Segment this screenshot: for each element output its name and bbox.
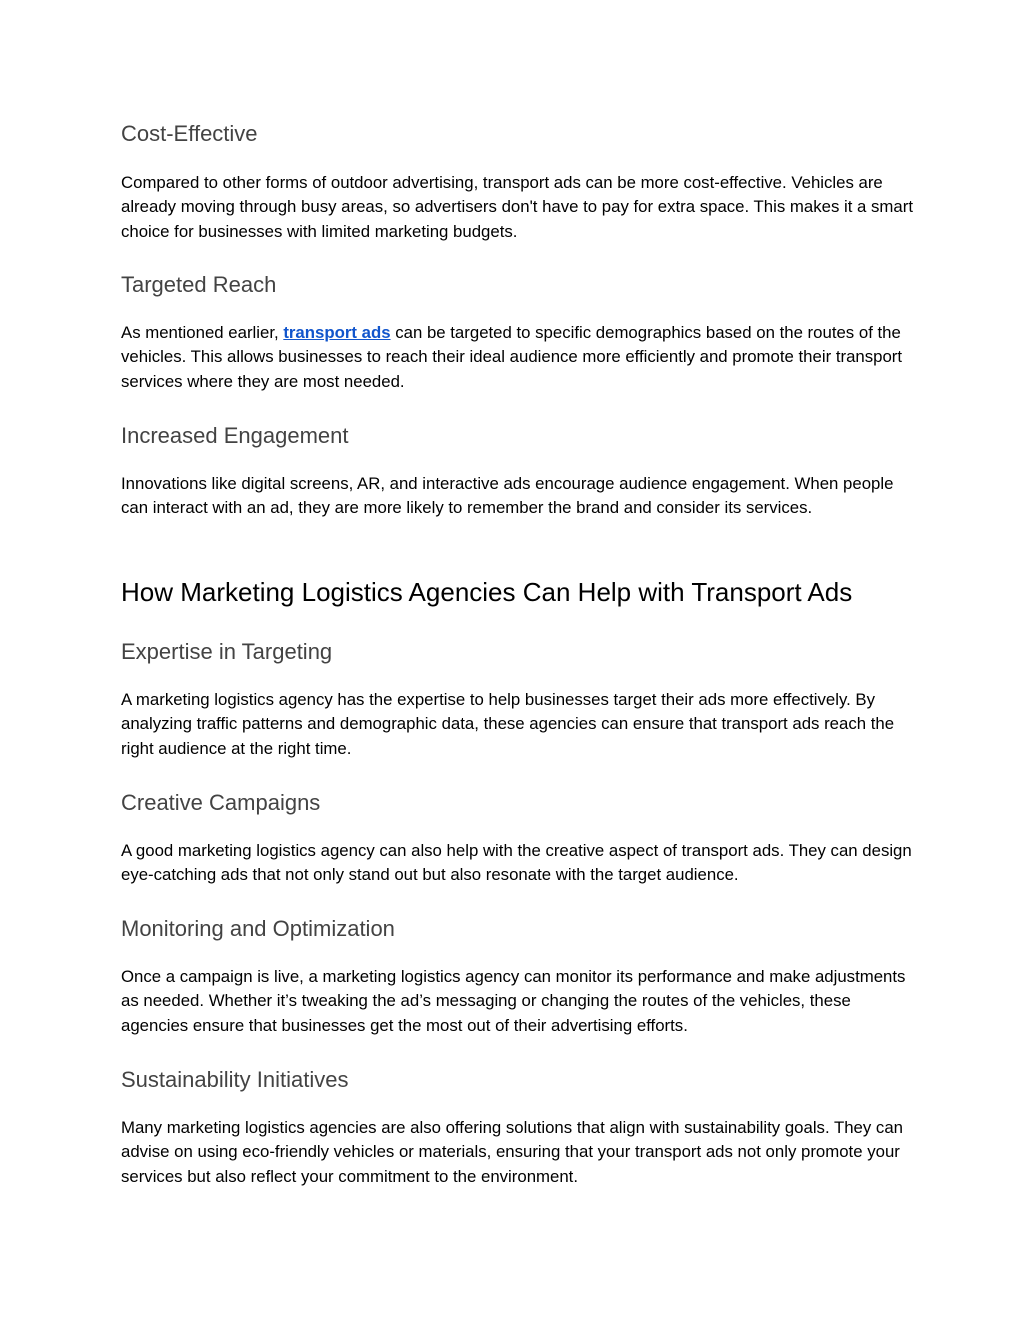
main-heading: How Marketing Logistics Agencies Can Help with Transport Ads bbox=[121, 577, 853, 607]
heading-targeted-reach bbox=[121, 271, 921, 299]
heading-monitoring-optimization: Monitoring and Optimization bbox=[121, 916, 395, 941]
heading-creative-campaigns: Creative Campaigns bbox=[121, 790, 321, 815]
paragraph-targeted-reach-before: As mentioned earlier, bbox=[121, 323, 284, 342]
heading-expertise-targeting: Expertise in Targeting bbox=[121, 639, 333, 664]
transport-ads-link[interactable]: transport ads bbox=[283, 323, 391, 342]
paragraph-targeted-reach-after: can be targeted to specific demographics based on the routes of the vehicles. This allows businesses to reach their ideal audience more efficiently and promote their transport services where they are most needed. bbox=[121, 323, 903, 391]
paragraph-expertise-targeting: A marketing logistics agency has the expertise to help businesses target their ads more effectively. By analyzing traffic patterns and demographic data, these agencies can ensure that transport ads reach the right audience at the right time. bbox=[121, 690, 895, 758]
paragraph-targeted-reach bbox=[121, 321, 921, 394]
heading-sustainability-initiatives: Sustainability Initiatives bbox=[121, 1067, 349, 1092]
paragraph-sustainability-initiatives: Many marketing logistics agencies are also offering solutions that align with sustainability goals. They can advise on using eco-friendly vehicles or materials, ensuring that your transport ads not only promote your services but also reflect your commitment to the environment. bbox=[121, 1118, 903, 1186]
paragraph-cost-effective: Compared to other forms of outdoor advertising, transport ads can be more cost-effective. Vehicles are already moving through busy areas, so advertisers don't have to pay for extra space. This makes it a smart choice for businesses with limited marketing budgets. bbox=[121, 173, 913, 241]
paragraph-creative-campaigns: A good marketing logistics agency can also help with the creative aspect of transport ads. They can design eye-catching ads that not only stand out but also resonate with the target audience. bbox=[121, 841, 912, 885]
paragraph-increased-engagement: Innovations like digital screens, AR, and interactive ads encourage audience engagement. When people can interact with an ad, they are more likely to remember the brand and consider its services. bbox=[121, 474, 894, 518]
heading-increased-engagement: Increased Engagement bbox=[121, 423, 349, 448]
heading-targeted-reach-text: Targeted Reach bbox=[121, 272, 277, 297]
paragraph-monitoring-optimization: Once a campaign is live, a marketing logistics agency can monitor its performance and make adjustments as needed. Whether it’s tweaking the ad’s messaging or changing the routes of the vehicles, these agencies ensure that businesses get the most out of their advertising efforts. bbox=[121, 967, 906, 1035]
heading-cost-effective: Cost-Effective bbox=[121, 121, 258, 146]
